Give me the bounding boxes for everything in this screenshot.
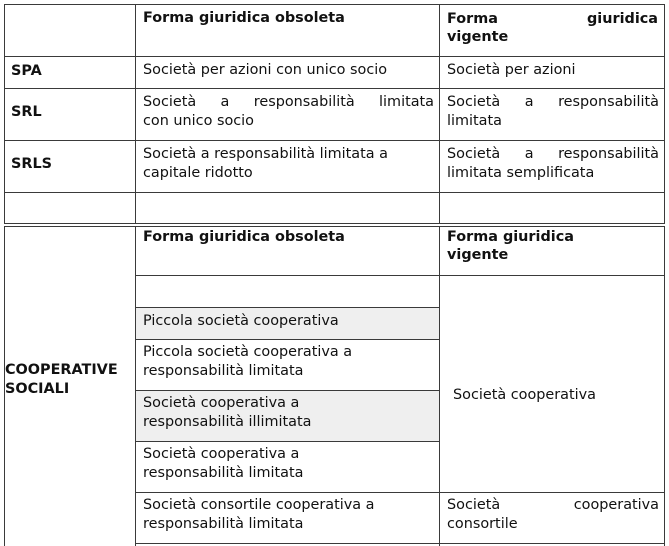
- obsolete-form-cell: Società consortile cooperativa a: [143, 497, 375, 513]
- table-rule: [664, 4, 665, 224]
- table-rule: [135, 339, 440, 340]
- current-form-cell: Società per azioni: [447, 62, 576, 78]
- obsolete-form-cell: capitale ridotto: [143, 165, 253, 181]
- table-rule: [135, 543, 665, 544]
- row-code: SRL: [11, 104, 42, 120]
- table-rule: [135, 4, 136, 224]
- column-header-current: Forma giuridica: [447, 229, 574, 245]
- table-rule: [664, 226, 665, 546]
- group-label: COOPERATIVE: [5, 362, 118, 378]
- column-header-obsolete: Forma giuridica obsoleta: [143, 229, 345, 245]
- table-rule: [4, 56, 664, 57]
- group-label: SOCIALI: [5, 381, 70, 397]
- obsolete-form-cell: Società per azioni con unico socio: [143, 62, 388, 78]
- obsolete-form-cell: Piccola società cooperativa a: [143, 344, 353, 360]
- row-code: SRLS: [11, 156, 52, 172]
- merged-current-form-cell: Società cooperativa: [453, 387, 596, 403]
- current-form-cell: consortile: [447, 516, 518, 532]
- current-form-cell: Società a responsabilità: [447, 146, 659, 162]
- obsolete-form-cell: Società a responsabilità limitata a: [143, 146, 388, 162]
- current-form-cell: limitata semplificata: [447, 165, 595, 181]
- obsolete-form-cell: responsabilità limitata: [143, 516, 304, 532]
- obsolete-form-cell: con unico socio: [143, 113, 254, 129]
- table-rule: [135, 492, 665, 493]
- table-rule: [4, 223, 664, 224]
- table-rule: [4, 192, 664, 193]
- table-rule: [439, 226, 440, 546]
- row-code: SPA: [11, 63, 42, 79]
- current-form-cell: Società cooperativa: [447, 497, 659, 513]
- obsolete-form-cell: Piccola società cooperativa: [143, 313, 339, 329]
- column-header-current: vigente: [447, 247, 509, 263]
- table-rule: [4, 4, 664, 5]
- table-rule: [4, 140, 664, 141]
- table-rule: [439, 275, 665, 276]
- obsolete-form-cell: Società cooperativa a: [143, 446, 300, 462]
- table-rule: [135, 226, 136, 546]
- table-rule: [4, 226, 665, 227]
- table-rule: [4, 4, 5, 224]
- obsolete-form-cell: Società a responsabilità limitata: [143, 94, 434, 110]
- current-form-cell: Società a responsabilità: [447, 94, 659, 110]
- column-header-current: Forma giuridica: [447, 11, 658, 27]
- obsolete-form-cell: responsabilità limitata: [143, 465, 304, 481]
- table-rule: [4, 88, 664, 89]
- table-rule: [135, 275, 440, 276]
- obsolete-form-cell: responsabilità limitata: [143, 363, 304, 379]
- table-rule: [135, 441, 440, 442]
- table-rule: [135, 390, 440, 391]
- table-rule: [439, 4, 440, 224]
- current-form-cell: limitata: [447, 113, 502, 129]
- obsolete-form-cell: Società cooperativa a: [143, 395, 300, 411]
- column-header-obsolete: Forma giuridica obsoleta: [143, 10, 345, 26]
- obsolete-form-cell: responsabilità illimitata: [143, 414, 312, 430]
- column-header-current: vigente: [447, 29, 509, 45]
- table-rule: [135, 307, 440, 308]
